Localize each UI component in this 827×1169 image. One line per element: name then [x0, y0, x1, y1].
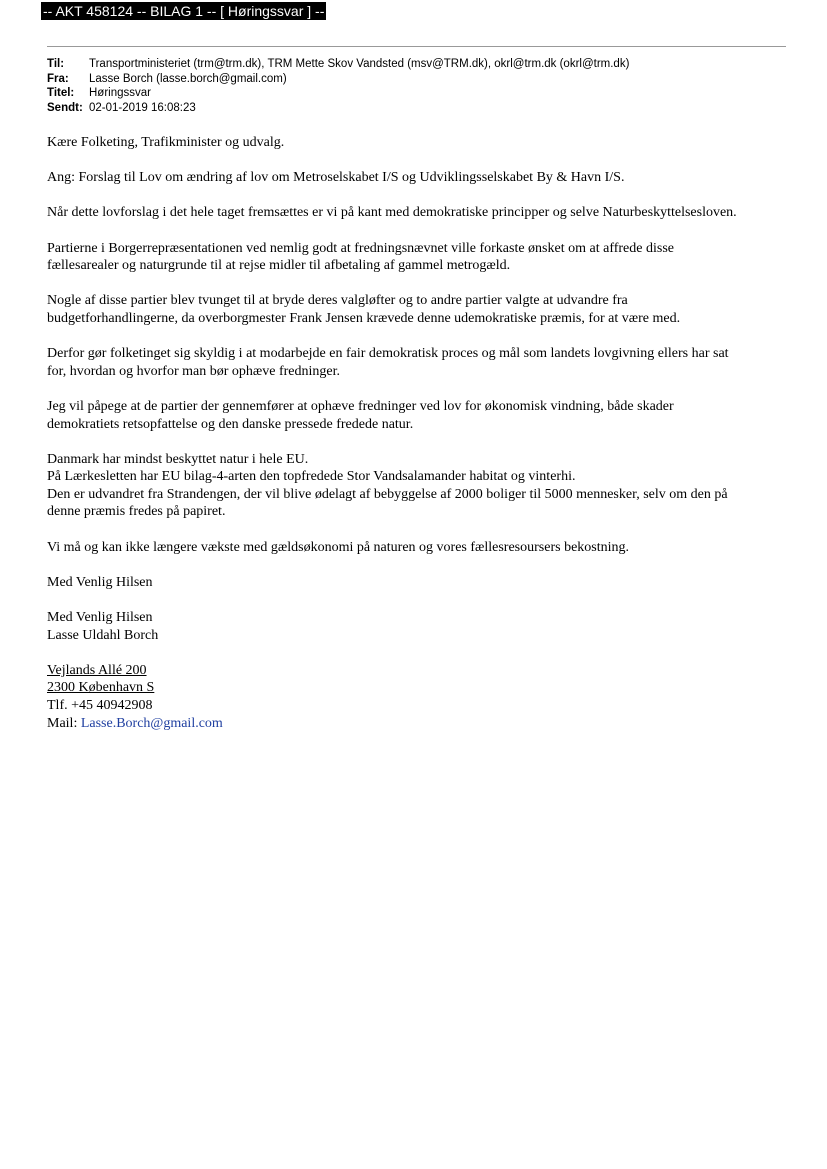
header-divider — [47, 46, 786, 47]
to-value: Transportministeriet (trm@trm.dk), TRM Mette Skov Vandsted (msv@TRM.dk), okrl@trm.dk (okrl@trm.dk) — [89, 58, 630, 70]
paragraph-line: På Lærkesletten har EU bilag-4-arten den topfredede Stor Vandsalamander habitat og vinterhi. — [47, 469, 576, 485]
sent-value: 02-01-2019 16:08:23 — [89, 102, 196, 115]
signature-name: Lasse Uldahl Borch — [47, 627, 159, 643]
closing-text: Med Venlig Hilsen — [47, 574, 153, 590]
greeting — [47, 134, 787, 152]
paragraph-line: Den er udvandret fra Strandengen, der vil blive ødelagt af bebyggelse af 2000 boliger til 5000 mennesker, selv om den på — [47, 486, 728, 502]
signature — [47, 609, 787, 644]
sent-row — [47, 101, 629, 116]
subject-value: Høringssvar — [89, 87, 151, 100]
phone: Tlf. +45 40942908 — [47, 698, 153, 713]
paragraph-6 — [47, 451, 787, 521]
regarding — [47, 169, 787, 187]
mail-link[interactable]: Lasse.Borch@gmail.com — [80, 715, 223, 731]
address-city: 2300 København S — [47, 680, 155, 696]
mail-label: Mail: — [47, 715, 81, 731]
paragraph-line: Nogle af disse partier blev tvunget til at bryde deres valgløfter og to andre partier valgte at udvandre fra — [47, 293, 628, 309]
subject-row — [47, 86, 629, 101]
paragraph-line: Derfor gør folketinget sig skyldig i at modarbejde en fair demokratisk proces og mål som landets lovgivning ellers har sat — [47, 346, 729, 362]
paragraph-line: Når dette lovforslag i det hele taget fremsættes er vi på kant med demokratiske principper og selve Naturbeskyttelsesloven. — [47, 205, 737, 221]
sent-label: Sendt: — [47, 102, 83, 115]
paragraph-line: Partierne i Borgerrepræsentationen ved nemlig godt at fredningsnævnet ville forkaste ønsket om at affrede disse — [47, 240, 674, 256]
to-row — [47, 57, 629, 72]
paragraph-1 — [47, 204, 787, 222]
from-label: Fra: — [47, 72, 69, 85]
greeting-text: Kære Folketing, Trafikminister og udvalg. — [47, 135, 285, 150]
address-street: Vejlands Allé 200 — [47, 662, 147, 678]
from-row — [47, 72, 629, 87]
subject-label: Titel: — [47, 87, 75, 100]
paragraph-line: Vi må og kan ikke længere vækste med gældsøkonomi på naturen og vores fællesresoursers bekostning. — [47, 539, 630, 555]
closing-1 — [47, 574, 787, 592]
paragraph-4 — [47, 345, 787, 380]
closing-text: Med Venlig Hilsen — [47, 610, 153, 626]
paragraph-line: Danmark har mindst beskyttet natur i hele EU. — [47, 451, 309, 467]
paragraph-5 — [47, 398, 787, 433]
from-value: Lasse Borch (lasse.borch@gmail.com) — [89, 72, 287, 85]
paragraph-line: budgetforhandlingerne, da overborgmester Frank Jensen krævede denne udemokratiske præmis, for at være med. — [47, 310, 681, 326]
email-body — [47, 134, 787, 750]
paragraph-line: Jeg vil påpege at de partier der gennemfører at ophæve fredninger ved lov for økonomisk vindning, både skader — [47, 398, 674, 414]
paragraph-7 — [47, 539, 787, 557]
email-headers — [47, 57, 629, 116]
paragraph-2 — [47, 240, 787, 275]
paragraph-line: fællesarealer og naturgrunde til at rejse midler til afbetaling af gammel metrogæld. — [47, 258, 511, 274]
contact-block — [47, 662, 787, 732]
to-label: Til: — [47, 58, 65, 70]
paragraph-line: denne præmis fredes på papiret. — [47, 504, 226, 520]
paragraph-3 — [47, 292, 787, 327]
paragraph-line: for, hvordan og hvorfor man bør ophæve fredninger. — [47, 363, 340, 379]
document-banner: -- AKT 458124 -- BILAG 1 -- [ Høringssvar ] -- — [43, 3, 325, 19]
regarding-text: Ang: Forslag til Lov om ændring af lov om Metroselskabet I/S og Udviklingsselskabet By & Havn I/S. — [47, 170, 625, 186]
mail-line — [47, 715, 787, 733]
paragraph-line: demokratiets retsopfattelse og den danske pressede fredede natur. — [47, 416, 414, 432]
